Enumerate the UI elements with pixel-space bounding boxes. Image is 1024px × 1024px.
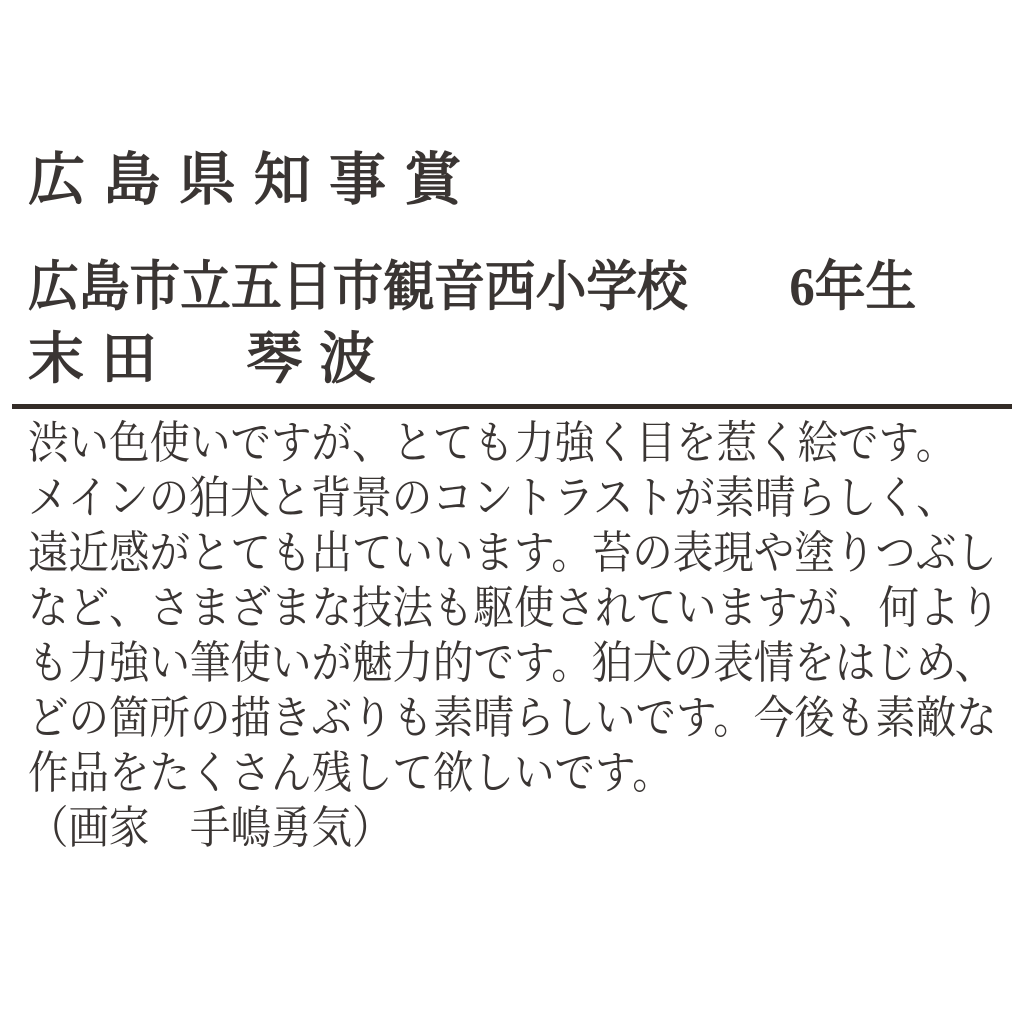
award-title: 広島県知事賞 — [28, 149, 480, 212]
review-line: も力強い筆使いが魅力的です。狛犬の表情をはじめ、 — [28, 638, 996, 688]
school-grade-line: 広島市立五日市観音西小学校 6年生 — [28, 257, 917, 317]
review-line: メインの狛犬と背景のコントラストが素晴らしく、 — [28, 473, 957, 523]
review-text — [28, 416, 1024, 856]
review-line: など、さまざまな技法も駆使されていますが、何より — [28, 583, 1001, 633]
student-name: 末田 琴波 — [28, 329, 392, 391]
review-line: 渋い色使いですが、とても力強く目を惹く絵です。 — [28, 418, 957, 468]
divider-rule — [12, 404, 1012, 409]
review-line: 遠近感がとても出ていいます。苔の表現や塗りつぶし — [28, 528, 997, 578]
review-line: 作品をたくさん残して欲しいです。 — [28, 748, 673, 798]
review-line: どの箇所の描きぶりも素晴らしいです。今後も素敵な — [28, 693, 997, 743]
credit-line: （画家 手嶋勇気） — [28, 803, 393, 853]
